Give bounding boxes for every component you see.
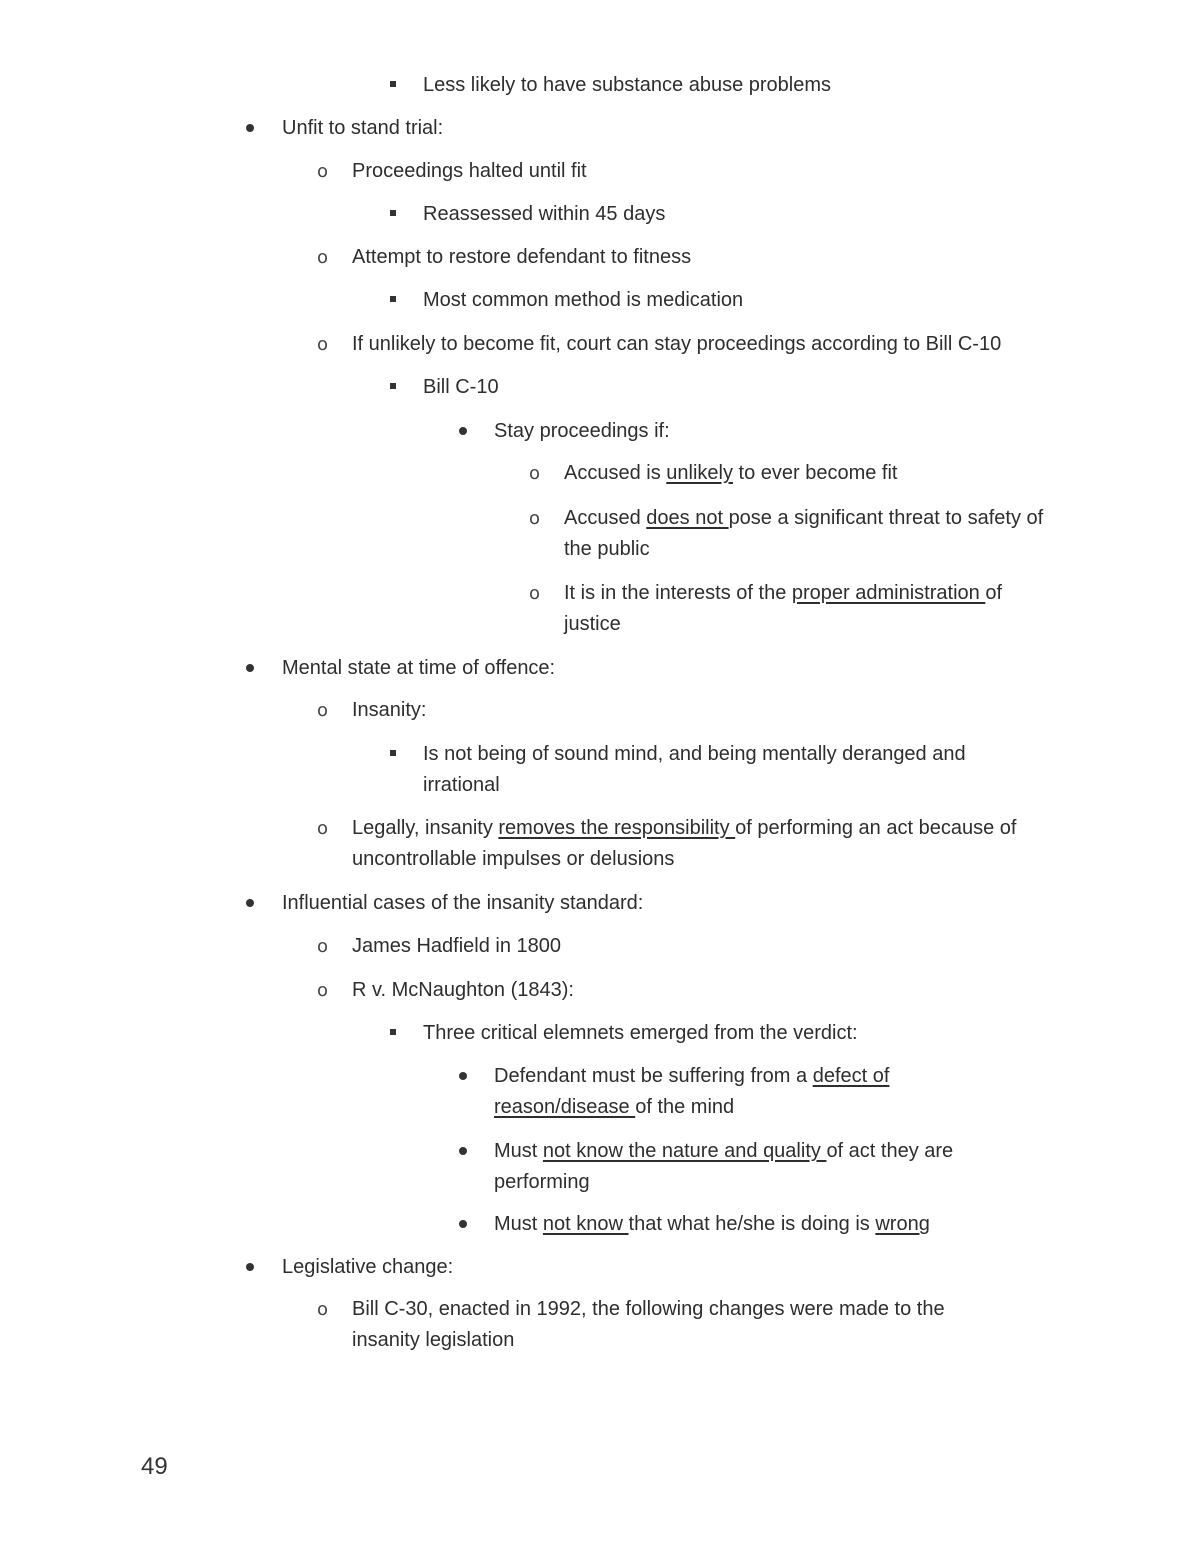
list-item: [494, 1136, 1034, 1198]
list-item: Less likely to have substance abuse problems: [423, 74, 832, 96]
list-item: Most common method is medication: [423, 289, 744, 311]
list-item: [564, 503, 1064, 565]
underlined-emphasis: defect of reason/disease: [494, 1065, 890, 1118]
ring-bullet-icon: o: [317, 334, 329, 355]
ring-bullet-icon: o: [529, 583, 541, 604]
item-text-segment: to ever become fit: [732, 462, 898, 484]
round-bullet-icon: [459, 1072, 467, 1080]
square-bullet-icon: [390, 296, 396, 302]
item-text-segment: Must: [494, 1140, 543, 1162]
list-item: Bill C-10: [423, 376, 499, 398]
ring-bullet-icon: o: [529, 508, 541, 529]
list-item: [352, 813, 1062, 875]
underlined-emphasis: does not: [646, 507, 729, 529]
list-item: [494, 1061, 944, 1123]
item-text-segment: pose a significant threat to safety of the public: [564, 507, 1044, 560]
list-item: James Hadfield in 1800: [352, 935, 562, 957]
underlined-emphasis: unlikely: [666, 462, 733, 484]
underlined-emphasis: not know the nature and quality: [542, 1140, 827, 1162]
ring-bullet-icon: o: [317, 247, 329, 268]
square-bullet-icon: [390, 383, 396, 389]
list-item: [494, 1209, 1064, 1240]
list-item: Three critical elemnets emerged from the verdict:: [423, 1022, 858, 1044]
square-bullet-icon: [390, 1029, 396, 1035]
list-item: Stay proceedings if:: [494, 420, 670, 442]
round-bullet-icon: [246, 1263, 254, 1271]
round-bullet-icon: [459, 1220, 467, 1228]
list-item: Mental state at time of offence:: [282, 657, 556, 679]
item-text-segment: Must: [494, 1213, 543, 1235]
list-item: Unfit to stand trial:: [282, 117, 444, 139]
underlined-emphasis: removes the responsibility: [498, 817, 736, 839]
item-text-segment: of performing an act because of uncontrollable impulses or delusions: [352, 817, 1017, 870]
list-item: [564, 458, 1064, 489]
list-item: Reassessed within 45 days: [423, 203, 666, 225]
item-text-segment: Defendant must be suffering from a: [494, 1065, 813, 1087]
ring-bullet-icon: o: [317, 161, 329, 182]
square-bullet-icon: [390, 81, 396, 87]
item-text-segment: Accused: [564, 507, 647, 529]
list-item: Insanity:: [352, 699, 427, 721]
item-text-segment: of justice: [564, 582, 1003, 635]
item-text-segment: of the mind: [635, 1096, 735, 1118]
round-bullet-icon: [459, 1147, 467, 1155]
list-item: Influential cases of the insanity standard:: [282, 892, 644, 914]
item-text-segment: Accused is: [564, 462, 667, 484]
underlined-emphasis: wrong: [875, 1213, 930, 1235]
list-item: Proceedings halted until fit: [352, 160, 587, 182]
square-bullet-icon: [390, 750, 396, 756]
square-bullet-icon: [390, 210, 396, 216]
item-text-segment: Legally, insanity: [352, 817, 499, 839]
round-bullet-icon: [246, 899, 254, 907]
round-bullet-icon: [246, 124, 254, 132]
ring-bullet-icon: o: [529, 463, 541, 484]
page-number: 49: [141, 1453, 168, 1480]
underlined-emphasis: not know: [542, 1213, 629, 1235]
list-item: [564, 578, 1064, 640]
round-bullet-icon: [246, 664, 254, 672]
ring-bullet-icon: o: [317, 818, 329, 839]
underlined-emphasis: proper administration: [791, 582, 986, 604]
list-item: R v. McNaughton (1843):: [352, 979, 574, 1001]
ring-bullet-icon: o: [317, 700, 329, 721]
item-text-segment: that what he/she is doing is: [628, 1213, 876, 1235]
item-text-segment: of act they are performing: [494, 1140, 954, 1193]
list-item: Bill C-30, enacted in 1992, the following changes were made to the insanity legislation: [352, 1298, 945, 1351]
list-item: If unlikely to become fit, court can stay proceedings according to Bill C-10: [352, 333, 1002, 355]
round-bullet-icon: [459, 427, 467, 435]
list-item: Attempt to restore defendant to fitness: [352, 246, 692, 268]
list-item: Legislative change:: [282, 1256, 454, 1278]
ring-bullet-icon: o: [317, 980, 329, 1001]
item-text-segment: It is in the interests of the: [564, 582, 792, 604]
ring-bullet-icon: o: [317, 936, 329, 957]
list-item: Is not being of sound mind, and being mentally deranged and irrational: [423, 743, 966, 796]
ring-bullet-icon: o: [317, 1299, 329, 1320]
